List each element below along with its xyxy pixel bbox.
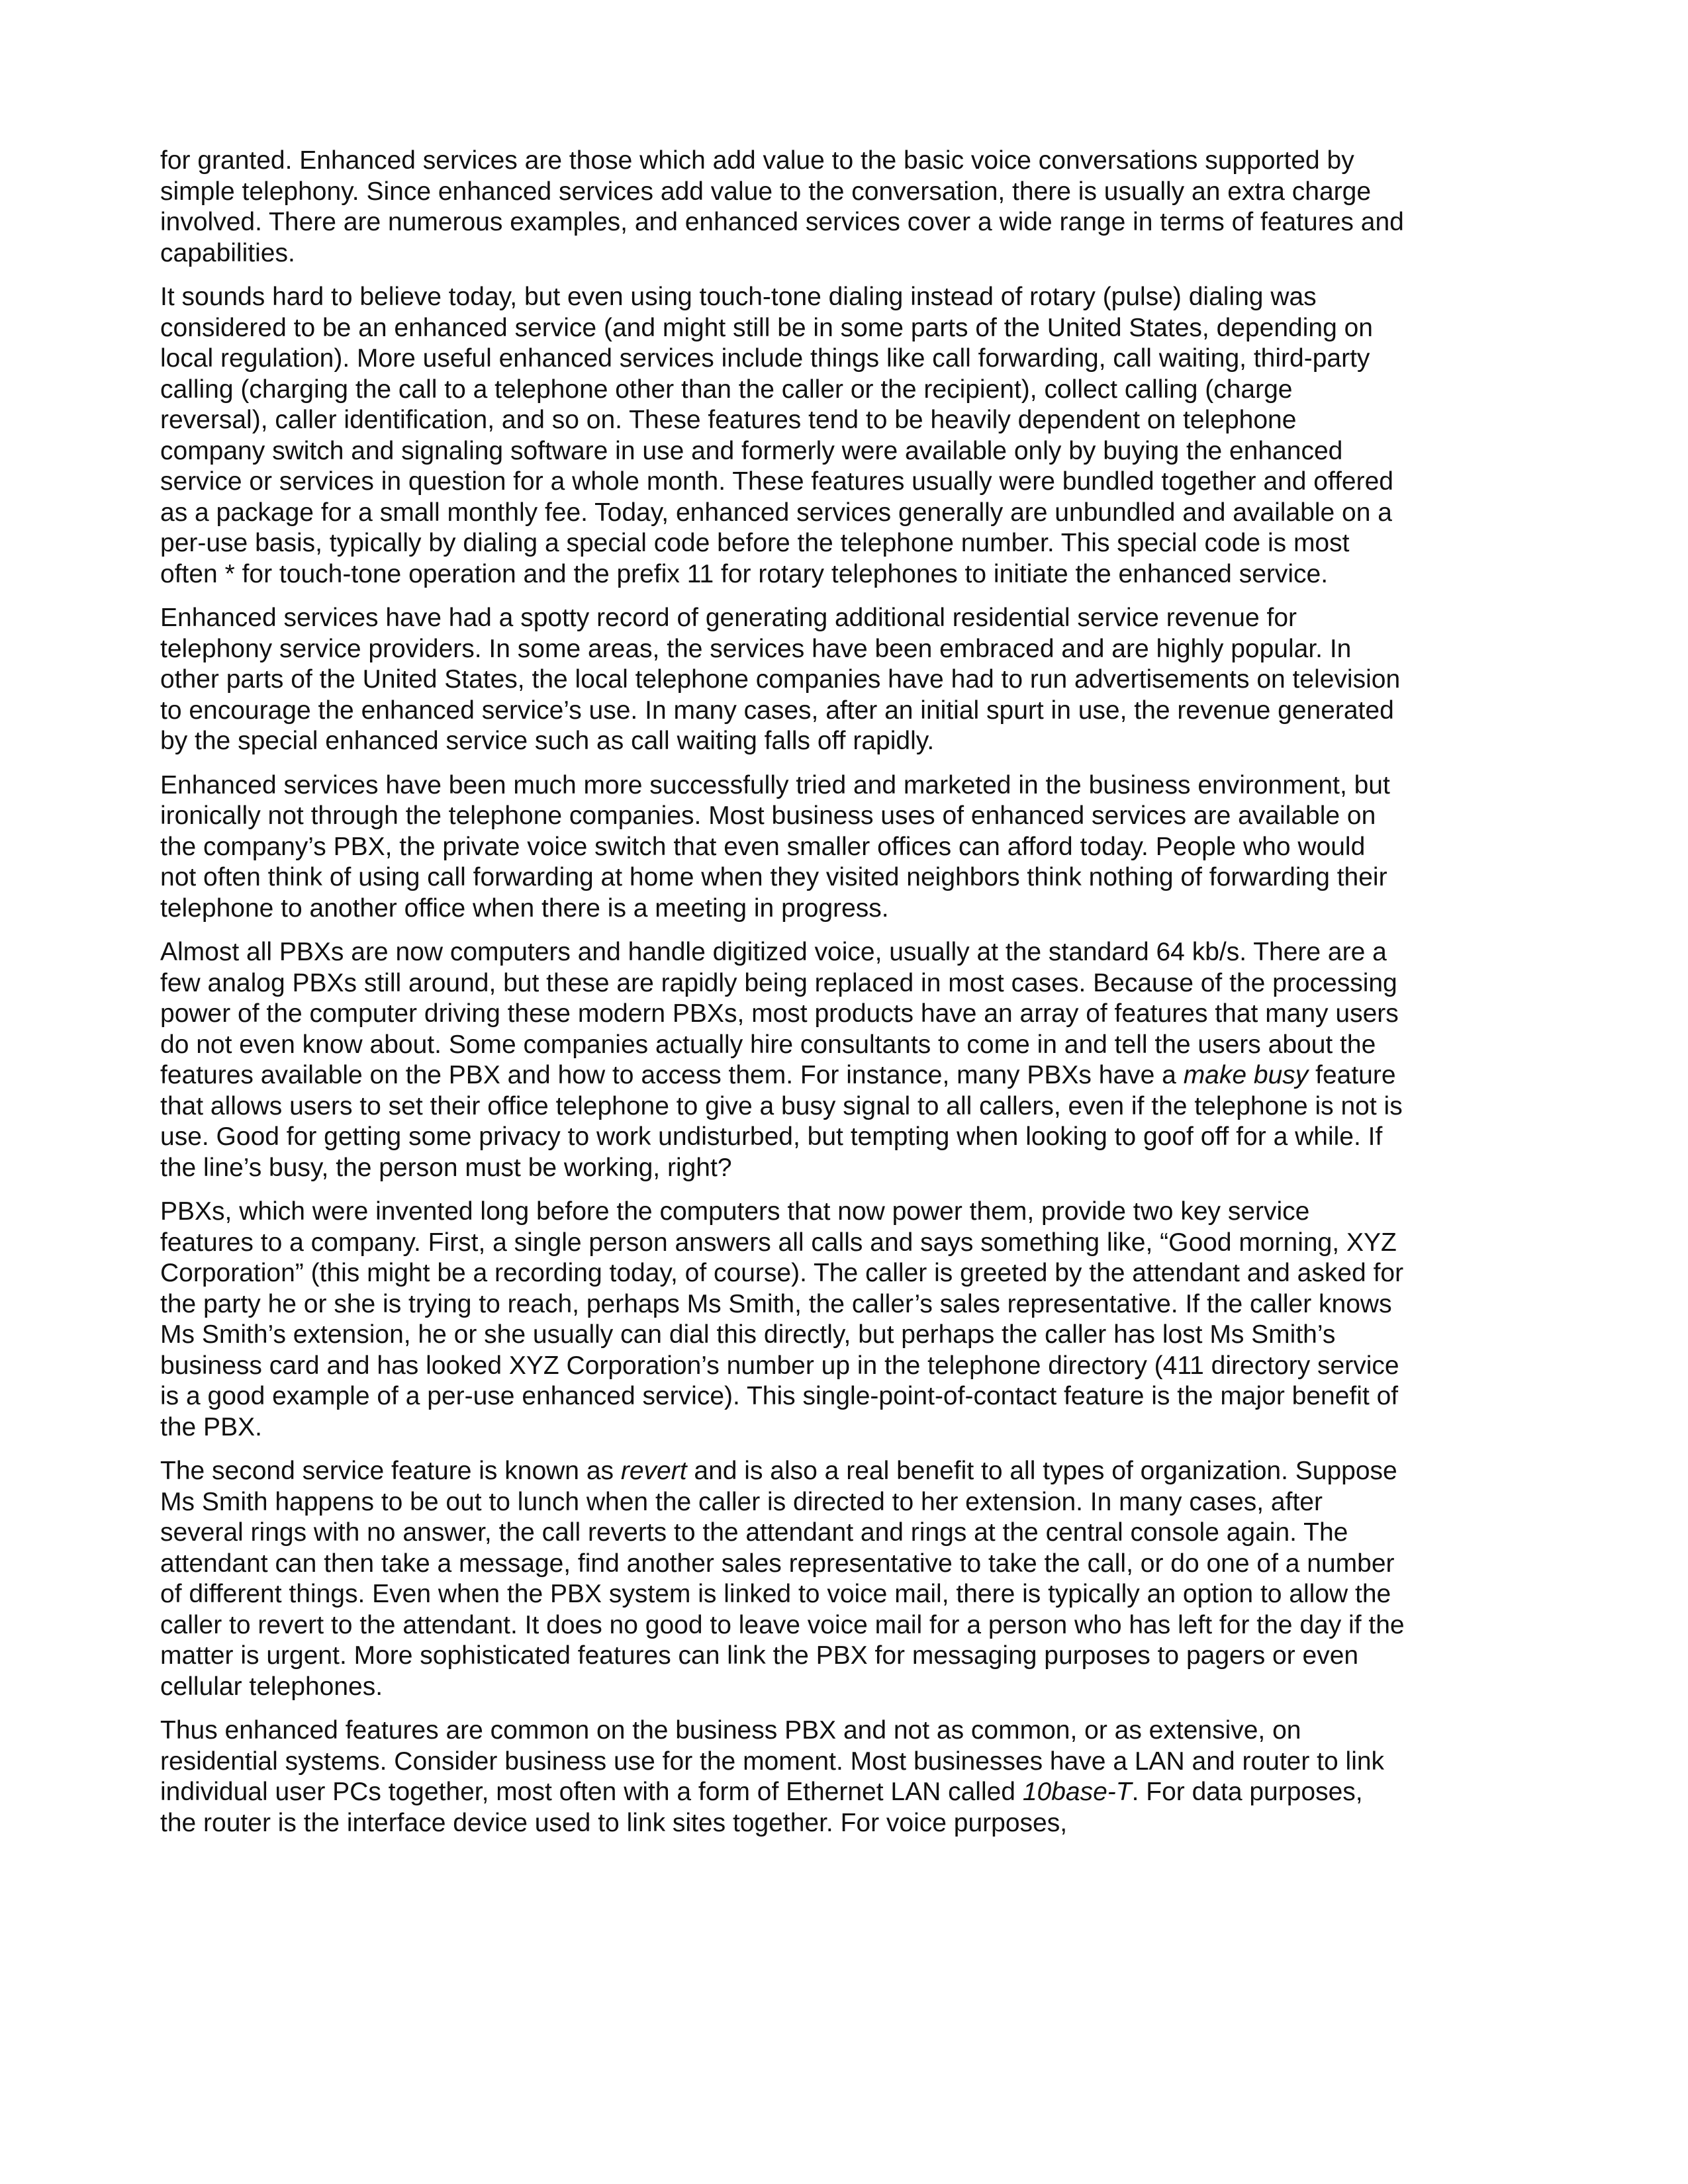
text-run: . For data purposes, the router is the interface device used to link sites together. For voice purposes, bbox=[160, 1778, 1363, 1837]
text-run: and is also a real benefit to all types of organization. Suppose Ms Smith happens to be out to lunch when the caller is directed to her extension. In many cases, after several rings with no answer, the call reverts to the attendant and rings at the central console again. The attendant can then take a message, find another sales representative to take the call, or do one of a number of different things. Even when the PBX system is linked to voice mail, there is typically an option to allow the caller to revert to the attendant. It does no good to leave voice mail for a person who has left for the day if the matter is urgent. More sophisticated features can link the PBX for messaging purposes to pagers or even cellular telephones. bbox=[160, 1457, 1405, 1701]
text-run: feature that allows users to set their office telephone to give a busy signal to all callers, even if the telephone is not is use. Good for getting some privacy to work undisturbed, but tempting when looking to goof off for a while. If the line’s busy, the person must be working, right? bbox=[160, 1061, 1403, 1182]
text-run: The second service feature is known as bbox=[160, 1457, 621, 1485]
italic-term-10base-t: 10base-T bbox=[1022, 1778, 1132, 1806]
text-run: for granted. Enhanced services are those which add value to the basic voice conversations supported by simple telephony. Since enhanced services add value to the conversation, there is usually an extra charge involved. There are numerous examples, and enhanced services cover a wide range in terms of features and capabilities. bbox=[160, 146, 1404, 267]
paragraph-7 bbox=[160, 1456, 1405, 1702]
paragraph-6 bbox=[160, 1197, 1405, 1443]
text-run: Almost all PBXs are now computers and handle digitized voice, usually at the standard 64 kb/s. There are a few analog PBXs still around, but these are rapidly being replaced in most cases. Because of the processing power of the computer driving these modern PBXs, most products have an array of features that many users do not even know about. Some companies actually hire consultants to come in and tell the users about the features available on the PBX and how to access them. For instance, many PBXs have a bbox=[160, 938, 1399, 1089]
italic-term-make-busy: make busy bbox=[1183, 1061, 1309, 1089]
text-run: Enhanced services have had a spotty record of generating additional residential service revenue for telephony service providers. In some areas, the services have been embraced and are highly popular. In other parts of the United States, the local telephone companies have had to run advertisements on television to encourage the enhanced service’s use. In many cases, after an initial spurt in use, the revenue generated by the special enhanced service such as call waiting falls off rapidly. bbox=[160, 604, 1401, 755]
document-page bbox=[160, 146, 1405, 1852]
text-run: It sounds hard to believe today, but even using touch-tone dialing instead of rotary (pulse) dialing was considered to be an enhanced service (and might still be in some parts of the United States, depending on local regulation). More useful enhanced services include things like call forwarding, call waiting, third-party calling (charging the call to a telephone other than the caller or the recipient), collect calling (charge reversal), caller identification, and so on. These features tend to be heavily dependent on telephone company switch and signaling software in use and formerly were available only by buying the enhanced service or services in question for a whole month. These features usually were bundled together and offered as a package for a small monthly fee. Today, enhanced services generally are unbundled and available on a per-use basis, typically by dialing a special code before the telephone number. This special code is most often * for touch-tone operation and the prefix 11 for rotary telephones to initiate the enhanced service. bbox=[160, 283, 1393, 588]
paragraph-4 bbox=[160, 770, 1405, 925]
paragraph-1 bbox=[160, 146, 1405, 269]
paragraph-2 bbox=[160, 282, 1405, 590]
paragraph-3 bbox=[160, 603, 1405, 757]
text-run: Thus enhanced features are common on the business PBX and not as common, or as extensive, on residential systems. Consider business use for the moment. Most businesses have a LAN and router to link individual user PCs together, most often with a form of Ethernet LAN called bbox=[160, 1716, 1385, 1806]
paragraph-5 bbox=[160, 937, 1405, 1183]
text-run: PBXs, which were invented long before the computers that now power them, provide two key service features to a company. First, a single person answers all calls and says something like, “Good morning, XYZ Corporation” (this might be a recording today, of course). The caller is greeted by the attendant and asked for the party he or she is trying to reach, perhaps Ms Smith, the caller’s sales representative. If the caller knows Ms Smith’s extension, he or she usually can dial this directly, but perhaps the caller has lost Ms Smith’s business card and has looked XYZ Corporation’s number up in the telephone directory (411 directory service is a good example of a per-use enhanced service). This single-point-of-contact feature is the major benefit of the PBX. bbox=[160, 1197, 1404, 1441]
text-run: Enhanced services have been much more successfully tried and marketed in the business environment, but ironically not through the telephone companies. Most business uses of enhanced services are available on the company’s PBX, the private voice switch that even smaller offices can afford today. People who would not often think of using call forwarding at home when they visited neighbors think nothing of forwarding their telephone to another office when there is a meeting in progress. bbox=[160, 770, 1390, 923]
italic-term-revert: revert bbox=[620, 1457, 687, 1485]
paragraph-8 bbox=[160, 1715, 1405, 1839]
